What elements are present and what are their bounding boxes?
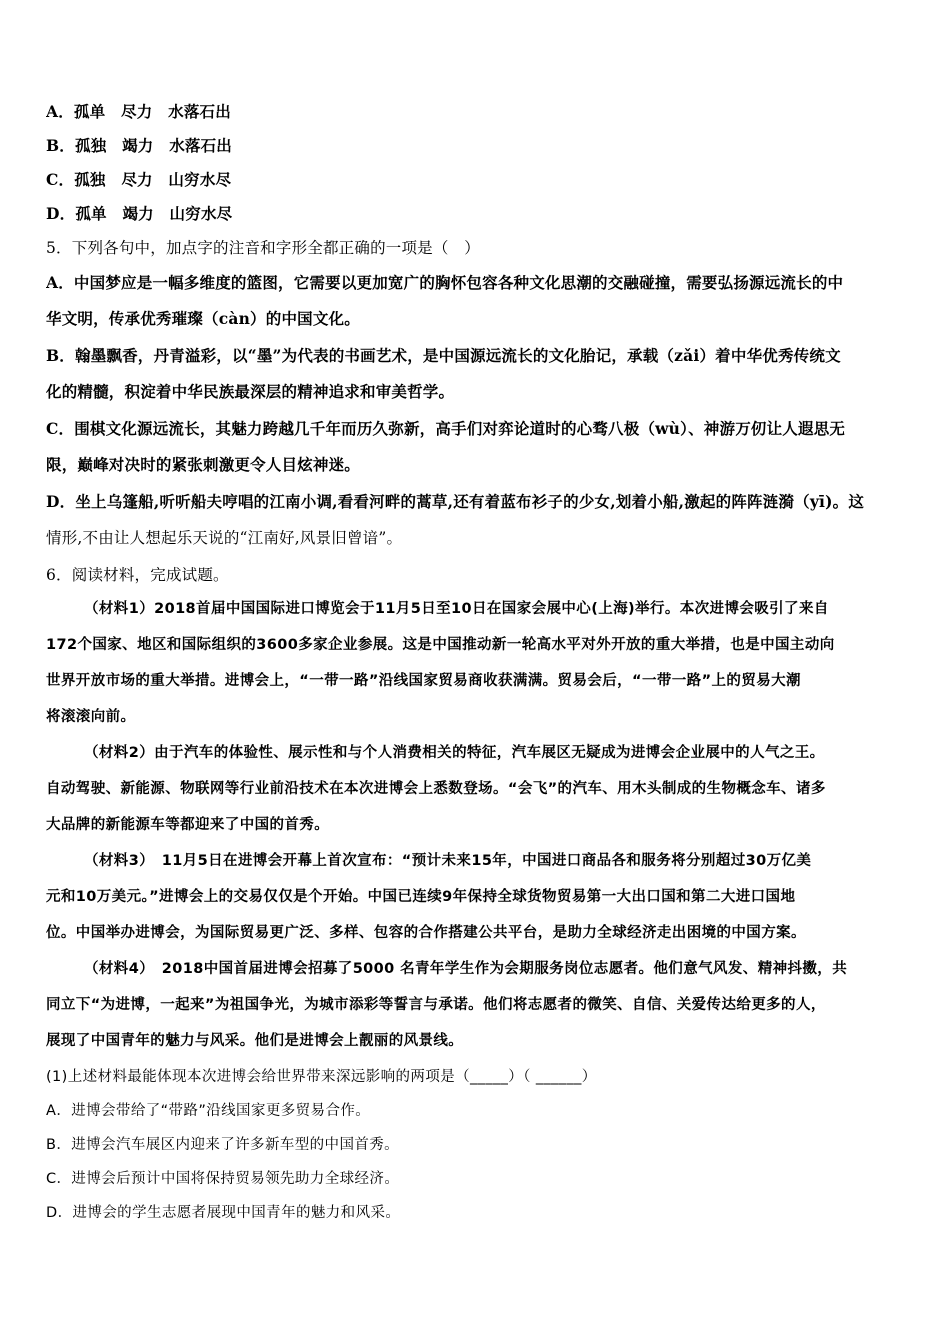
q5-line-8: 情形,不由让人想起乐天说的“江南好,风景旧曾谙”。 <box>46 529 403 547</box>
q4-option-b: B．孤独 竭力 水落石出 <box>46 136 233 155</box>
material-2-line-1: （材料2）由于汽车的体验性、展示性和与个人消费相关的特征，汽车展区无疑成为进博会企业展中的人气之王。 <box>84 745 825 761</box>
material-1-line-1: （材料1）2018首届中国国际进口博览会于11月5日至10日在国家会展中心(上海)举行。本次进博会吸引了来自 <box>84 601 829 617</box>
material-2-line-2: 自动驾驶、新能源、物联网等行业前沿技术在本次进博会上悉数登场。“会飞”的汽车、用木头制成的生物概念车、诸多 <box>46 781 826 797</box>
q6-sub1-option-d: D．进博会的学生志愿者展现中国青年的魅力和风采。 <box>46 1205 401 1221</box>
material-4-line-2: 同立下“为进博，一起来”为祖国争光，为城市添彩等誓言与承诺。他们将志愿者的微笑、自信、关爱传达给更多的人， <box>46 997 826 1013</box>
q5-line-1: A．中国梦应是一幅多维度的篮图，它需要以更加宽广的胸怀包容各种文化思潮的交融碰撞，需要弘扬源远流长的中 <box>46 273 844 292</box>
q5-line-7: D．坐上乌篷船,听听船夫哼唱的江南小调,看看河畔的蒿草,还有着蓝布衫子的少女,划着小船,激起的阵阵涟漪（yī)。这 <box>46 492 865 511</box>
q4-option-a: A．孤单 尽力 水落石出 <box>46 102 231 121</box>
q6-stem: 6．阅读材料，完成试题。 <box>46 566 229 584</box>
q5-line-4: 化的精髓，积淀着中华民族最深层的精神追求和审美哲学。 <box>46 382 455 401</box>
q5-line-3: B．翰墨飘香，丹青溢彩，以“墨”为代表的书画艺术，是中国源远流长的文化胎记，承载（zǎi）着中华优秀传统文 <box>46 346 841 365</box>
q5-line-2: 华文明，传承优秀璀璨（càn）的中国文化。 <box>46 309 360 328</box>
q6-sub1-option-a: A．进博会带给了“带路”沿线国家更多贸易合作。 <box>46 1103 371 1119</box>
q4-option-d: D．孤单 竭力 山穷水尽 <box>46 204 233 223</box>
material-2-line-3: 大品牌的新能源车等都迎来了中国的首秀。 <box>46 817 330 833</box>
material-3-line-1: （材料3） 11月5日在进博会开幕上首次宣布：“预计未来15年，中国进口商品各和服务将分别超过30万亿美 <box>84 853 812 869</box>
material-1-line-3: 世界开放市场的重大举措。进博会上，“一带一路”沿线国家贸易商收获满满。贸易会后，“一带一路”上的贸易大潮 <box>46 673 801 689</box>
q5-stem: 5．下列各句中，加点字的注音和字形全都正确的一项是（ ） <box>46 239 480 257</box>
material-3-line-2: 元和10万美元。”进博会上的交易仅仅是个开始。中国已连续9年保持全球货物贸易第一大出口国和第二大进口国地 <box>46 889 796 905</box>
q5-line-5: C．围棋文化源远流长，其魅力跨越几千年而历久弥新，高手们对弈论道时的心骛八极（wù）、神游万仞让人遐思无 <box>46 419 846 438</box>
q6-sub1-stem: (1)上述材料最能体现本次进博会给世界带来深远影响的两项是（_____）（ ______） <box>46 1069 597 1085</box>
q4-option-c: C．孤独 尽力 山穷水尽 <box>46 170 232 189</box>
material-1-line-2: 172个国家、地区和国际组织的3600多家企业参展。这是中国推动新一轮高水平对外开放的重大举措，也是中国主动向 <box>46 637 835 653</box>
material-3-line-3: 位。中国举办进博会，为国际贸易更广泛、多样、包容的合作搭建公共平台，是助力全球经济走出困境的中国方案。 <box>46 925 806 941</box>
material-4-line-1: （材料4） 2018中国首届进博会招募了5000 名青年学生作为会期服务岗位志愿者。他们意气风发、精神抖擞，共 <box>84 961 848 977</box>
q6-sub1-option-b: B．进博会汽车展区内迎来了许多新车型的中国首秀。 <box>46 1137 400 1153</box>
q6-sub1-option-c: C．进博会后预计中国将保持贸易领先助力全球经济。 <box>46 1171 400 1187</box>
q5-line-6: 限，巅峰对决时的紧张刺激更令人目炫神迷。 <box>46 455 361 474</box>
material-1-line-4: 将滚滚向前。 <box>46 709 136 725</box>
material-4-line-3: 展现了中国青年的魅力与风采。他们是进博会上靓丽的风景线。 <box>46 1033 464 1049</box>
